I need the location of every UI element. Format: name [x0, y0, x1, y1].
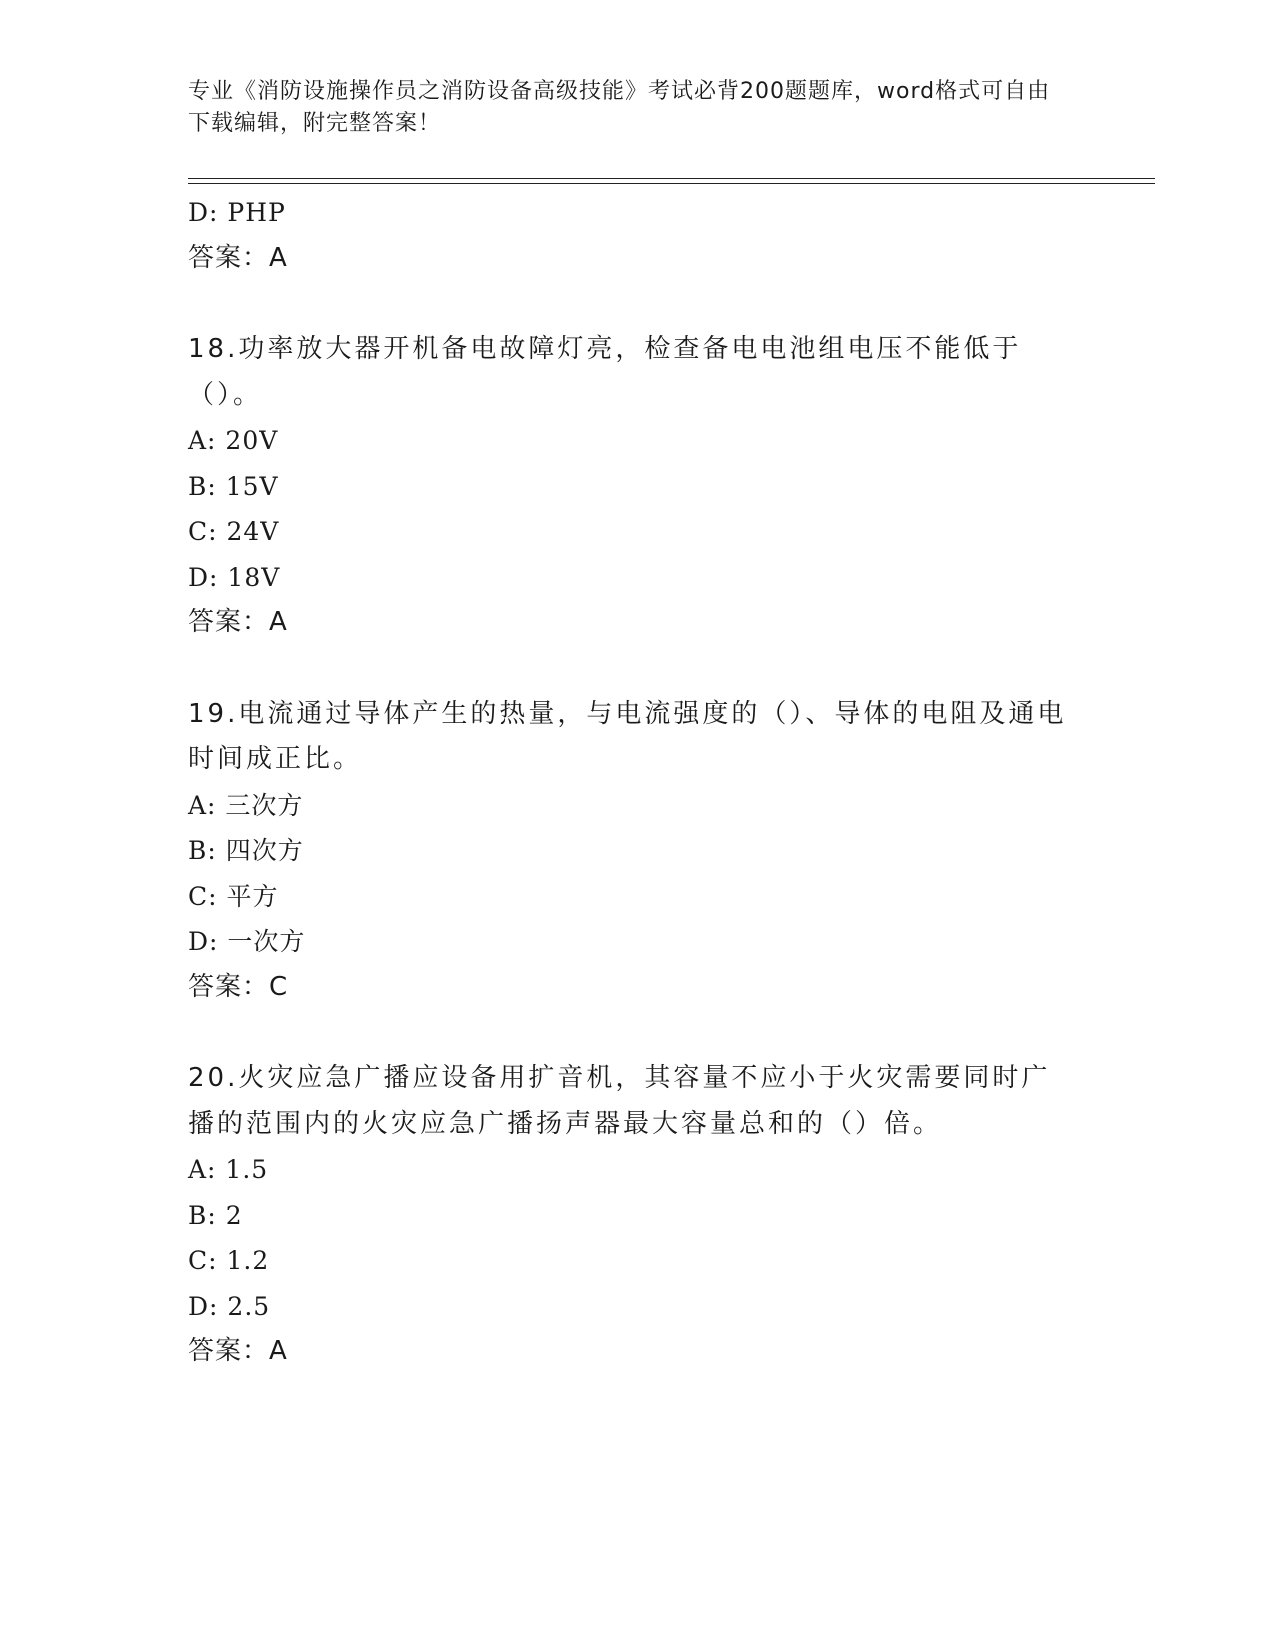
- header-divider-bottom: [188, 183, 1155, 184]
- answer: 答案：A: [188, 607, 288, 637]
- answer: 答案：A: [188, 242, 288, 273]
- spacer: [188, 281, 1088, 327]
- option-b: B: 四次方: [188, 836, 304, 865]
- question-text: 18.功率放大器开机备电故障灯亮，检查备电电池组电压不能低于（）。: [188, 334, 1022, 410]
- question-text: 19.电流通过导体产生的热量，与电流强度的（）、导体的电阻及通电时间成正比。: [188, 698, 1067, 774]
- option-a: A: 1.5: [188, 1155, 269, 1184]
- option-a: A: 20V: [188, 426, 279, 455]
- question-20: [188, 1056, 1088, 1375]
- option-c: C: 平方: [188, 881, 279, 911]
- answer: 答案：C: [188, 971, 289, 1002]
- header-divider-top: [188, 178, 1155, 179]
- option-c: C: 1.2: [188, 1246, 270, 1275]
- option-d: D: PHP: [188, 198, 286, 227]
- answer: 答案：A: [188, 1336, 288, 1366]
- question-text: 20.火灾应急广播应设备用扩音机，其容量不应小于火灾需要同时广播的范围内的火灾应急广播扬声器最大容量总和的（）倍。: [188, 1063, 1051, 1139]
- option-b: B: 15V: [188, 471, 279, 501]
- question-18: [188, 327, 1088, 646]
- option-a: A: 三次方: [188, 790, 304, 820]
- spacer: [188, 646, 1088, 692]
- option-b: B: 2: [188, 1200, 243, 1230]
- option-c: C: 24V: [188, 517, 280, 546]
- question-19: [188, 692, 1088, 1011]
- spacer: [188, 1010, 1088, 1056]
- option-d: D: 一次方: [188, 927, 306, 956]
- previous-question-tail: [188, 190, 1088, 281]
- option-d: D: 18V: [188, 562, 281, 592]
- document-header: 专业《消防设施操作员之消防设备高级技能》考试必背200题题库，word格式可自由下载编辑，附完整答案！: [188, 79, 1051, 136]
- option-d: D: 2.5: [188, 1291, 271, 1321]
- document-body: [188, 190, 1088, 1375]
